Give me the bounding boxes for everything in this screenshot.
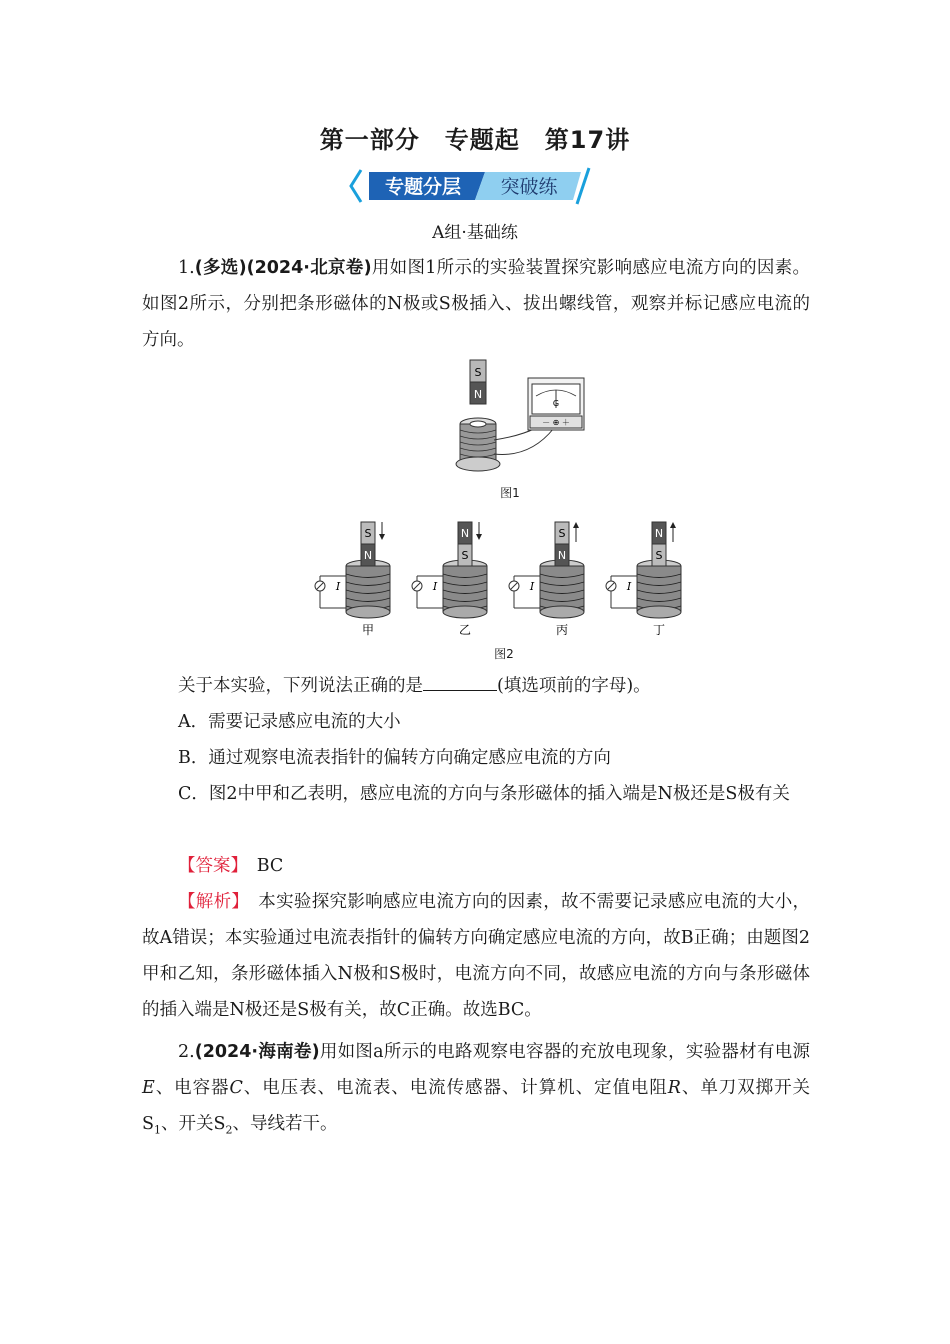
- page-title: 第一部分 专题起 第17讲: [319, 126, 631, 154]
- answer-value: BC: [256, 856, 284, 876]
- answer-line: [142, 848, 810, 884]
- fig2-bing-current: I: [529, 580, 535, 593]
- option-b: B．通过观察电流表指针的偏转方向确定感应电流的方向: [178, 748, 611, 768]
- analysis-text: 本实验探究影响感应电流方向的因素，故不需要记录感应电流的大小，故A错误；本实验通过电流表指针的偏转方向确定感应电流的方向，故B正确；由题图2甲和乙知，条形磁体插入N极和S极时，电流方向不同，故感应电流的方向与条形磁体的插入端是N极还是S极有关，故C正确。故选BC。: [142, 892, 811, 1020]
- answer-label: 【答案】: [178, 856, 240, 876]
- figure-2-caption: 图2: [494, 647, 514, 661]
- q2-number: 2.: [178, 1042, 195, 1062]
- option-a: A．需要记录感应电流的大小: [178, 712, 401, 732]
- q2-symbol-e: E: [142, 1078, 155, 1098]
- q1-stem-text: 用如图1所示的实验装置探究影响感应电流方向的因素。如图2所示，分别把条形磁体的N极或S极插入、拔出螺线管，观察并标记感应电流的方向。: [142, 258, 810, 350]
- question-1-stem: [142, 250, 810, 358]
- figure-1-caption: 图1: [500, 486, 520, 500]
- q2-symbol-c: C: [229, 1078, 243, 1098]
- fig1-magnet-s: S: [474, 366, 482, 379]
- figure-1: [450, 358, 590, 478]
- q2-text-3: 、电压表、电流表、电流传感器、计算机、定值电阻: [242, 1078, 668, 1098]
- q1-question-post: (填选项前的字母)。: [497, 676, 651, 696]
- q2-text-6: 、导线若干。: [232, 1114, 338, 1134]
- q1-number: 1.: [178, 258, 195, 278]
- answer-blank: [423, 672, 497, 691]
- q2-sub-1: 1: [154, 1123, 161, 1137]
- fig2-panel-yi: [412, 522, 487, 637]
- question-2-stem: [142, 1034, 810, 1149]
- fig1-meter-terminals: － ⊕ ＋: [542, 418, 570, 427]
- q2-source: (2024·海南卷): [194, 1042, 320, 1062]
- fig2-panel-bing: [509, 522, 584, 637]
- q1-source: (2024·北京卷): [246, 258, 372, 278]
- analysis-paragraph: [142, 884, 810, 1028]
- figure-2: [308, 518, 698, 640]
- question-1-prompt: [142, 668, 810, 704]
- fig2-jia-label: 甲: [361, 623, 375, 637]
- fig2-ding-label: 丁: [652, 623, 666, 637]
- fig2-yi-top-pole: N: [460, 527, 470, 540]
- fig2-bing-top-pole: S: [558, 527, 566, 540]
- q1-tag: (多选): [194, 258, 247, 278]
- analysis-label: 【解析】: [178, 892, 241, 912]
- fig2-yi-bottom-pole: S: [461, 549, 469, 562]
- q2-text-4: 、单刀双掷开关S: [142, 1078, 811, 1134]
- fig2-jia-current: I: [335, 580, 341, 593]
- fig2-ding-bottom-pole: S: [655, 549, 663, 562]
- fig2-jia-top-pole: S: [364, 527, 372, 540]
- fig1-magnet-n: N: [473, 388, 483, 401]
- q2-symbol-r: R: [667, 1078, 681, 1098]
- fig2-bing-label: 丙: [555, 623, 569, 637]
- fig2-ding-top-pole: N: [654, 527, 664, 540]
- fig2-panel-ding: [606, 522, 681, 637]
- fig2-yi-current: I: [432, 580, 438, 593]
- fig2-panel-jia: [315, 522, 390, 637]
- fig2-jia-bottom-pole: N: [363, 549, 373, 562]
- section-banner: [345, 164, 605, 208]
- fig2-bing-bottom-pole: N: [557, 549, 567, 562]
- banner-left-text: 专题分层: [384, 176, 462, 198]
- fig2-ding-current: I: [626, 580, 632, 593]
- fig2-yi-label: 乙: [458, 623, 472, 637]
- fig1-meter-letter: G: [552, 399, 560, 408]
- q1-question-pre: 关于本实验，下列说法正确的是: [178, 676, 423, 696]
- q2-text-1: 用如图a所示的电路观察电容器的充放电现象，实验器材有电源: [319, 1042, 810, 1062]
- option-c: C．图2中甲和乙表明，感应电流的方向与条形磁体的插入端是N极还是S极有关: [178, 784, 790, 804]
- q2-sub-2: 2: [225, 1123, 233, 1137]
- q2-text-5: 、开关S: [161, 1114, 226, 1134]
- group-label: A组·基础练: [432, 223, 518, 243]
- banner-right-text: 突破练: [500, 176, 558, 198]
- q2-text-2: 、电容器: [154, 1078, 230, 1098]
